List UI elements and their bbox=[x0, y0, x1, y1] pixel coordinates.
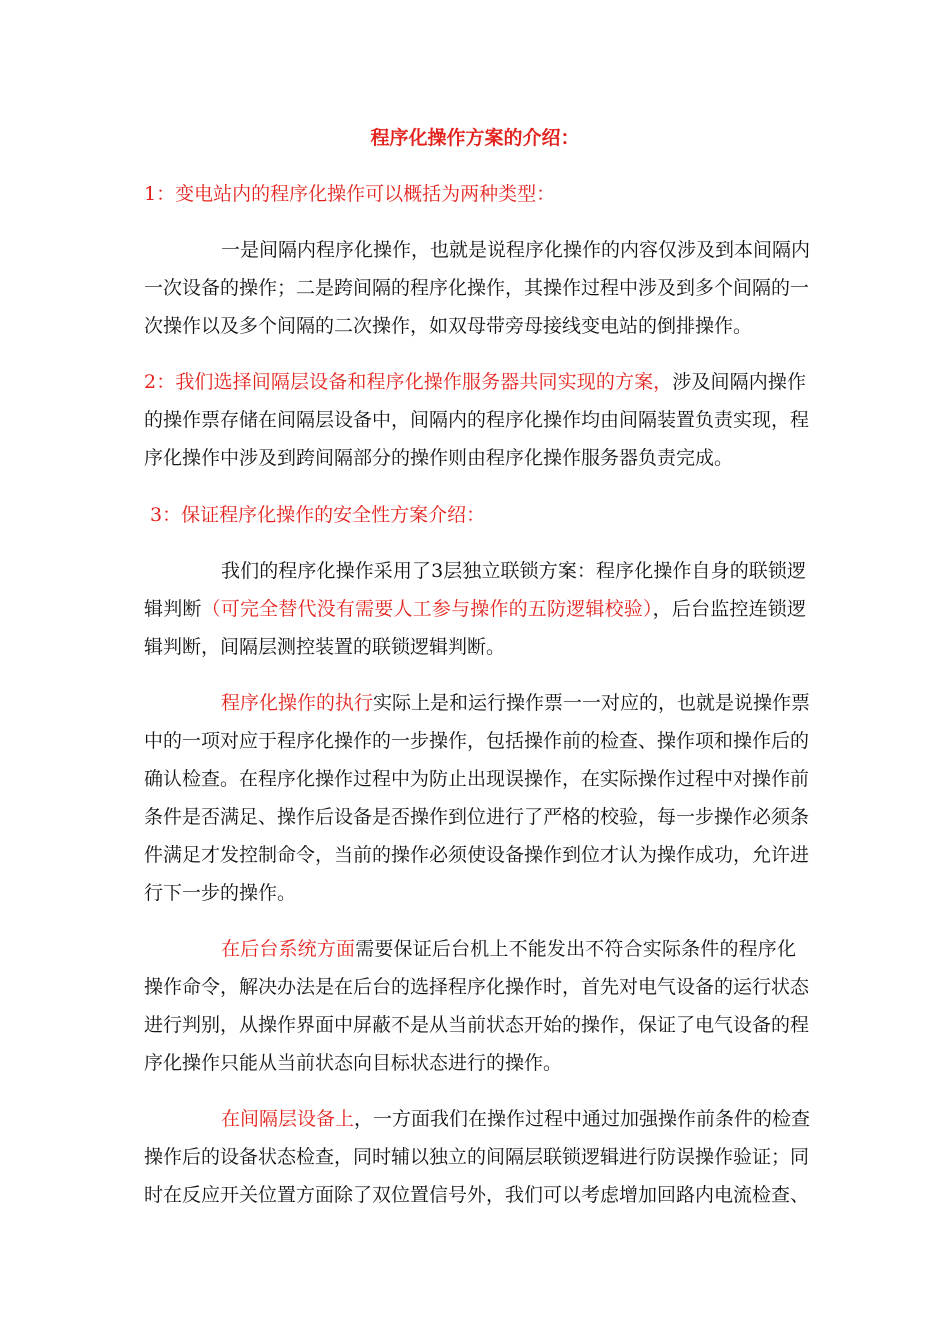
paragraph-line: 行下一步的操作。 bbox=[144, 882, 297, 904]
section-1-line: 次操作以及多个间隔的二次操作，如双母带旁母接线变电站的倒排操作。 bbox=[144, 315, 753, 337]
paragraph-line: 中的一项对应于程序化操作的一步操作，包括操作前的检查、操作项和操作后的 bbox=[144, 730, 810, 752]
section-2-line: 的操作票存储在间隔层设备中，间隔内的程序化操作均由间隔装置负责实现，程 bbox=[144, 409, 810, 431]
paragraph-line: 操作命令，解决办法是在后台的选择程序化操作时，首先对电气设备的运行状态 bbox=[144, 976, 810, 998]
paragraph-line: 辑判断，间隔层测控装置的联锁逻辑判断。 bbox=[144, 636, 506, 658]
paragraph-line: 确认检查。在程序化操作过程中为防止出现误操作，在实际操作过程中对操作前 bbox=[144, 768, 810, 790]
section-1-line: 一是间隔内程序化操作，也就是说程序化操作的内容仅涉及到本间隔内 bbox=[221, 239, 811, 261]
paragraph-line bbox=[221, 691, 811, 715]
highlighted-text: 程序化操作的执行 bbox=[221, 692, 374, 714]
highlighted-text: 在间隔层设备上 bbox=[221, 1108, 355, 1130]
paragraph-line: 我们的程序化操作采用了3层独立联锁方案：程序化操作自身的联锁逻 bbox=[221, 560, 806, 582]
paragraph-line: 时在反应开关位置方面除了双位置信号外，我们可以考虑增加回路内电流检查、 bbox=[144, 1184, 810, 1206]
paragraph-line: 件满足才发控制命令，当前的操作必须使设备操作到位才认为操作成功，允许进 bbox=[144, 844, 810, 866]
highlighted-text: （可完全替代没有需要人工参与操作的五防逻辑校验） bbox=[201, 598, 653, 620]
paragraph-text: 实际上是和运行操作票一一对应的，也就是说操作票 bbox=[373, 692, 811, 714]
paragraph-text: 需要保证后台机上不能发出不符合实际条件的程序化 bbox=[355, 938, 796, 960]
section-2-line: 序化操作中涉及到跨间隔部分的操作则由程序化操作服务器负责完成。 bbox=[144, 447, 734, 469]
paragraph-line: 操作后的设备状态检查，同时辅以独立的间隔层联锁逻辑进行防误操作验证；同 bbox=[144, 1146, 810, 1168]
paragraph-text: ，一方面我们在操作过程中通过加强操作前条件的检查 bbox=[354, 1108, 811, 1130]
document-title: 程序化操作方案的介绍： bbox=[370, 127, 580, 149]
section-2-heading: 2：我们选择间隔层设备和程序化操作服务器共同实现的方案， bbox=[144, 371, 673, 393]
paragraph-line bbox=[221, 1107, 811, 1131]
paragraph-line bbox=[144, 597, 806, 621]
paragraph-text: ，后台监控连锁逻 bbox=[652, 598, 806, 620]
section-1-heading: 1：变电站内的程序化操作可以概括为两种类型： bbox=[144, 183, 556, 205]
section-3-heading: 3：保证程序化操作的安全性方案介绍： bbox=[150, 504, 486, 526]
highlighted-text: 在后台系统方面 bbox=[221, 938, 356, 960]
paragraph-line: 条件是否满足、操作后设备是否操作到位进行了严格的校验，每一步操作必须条 bbox=[144, 806, 810, 828]
paragraph-text: 辑判断 bbox=[144, 598, 202, 620]
section-2-line bbox=[144, 370, 806, 394]
section-2-text: 涉及间隔内操作 bbox=[672, 371, 806, 393]
paragraph-line bbox=[221, 937, 796, 961]
section-1-line: 一次设备的操作；二是跨间隔的程序化操作，其操作过程中涉及到多个间隔的一 bbox=[144, 277, 810, 299]
paragraph-line: 进行判别，从操作界面中屏蔽不是从当前状态开始的操作，保证了电气设备的程 bbox=[144, 1014, 810, 1036]
paragraph-line: 序化操作只能从当前状态向目标状态进行的操作。 bbox=[144, 1052, 563, 1074]
